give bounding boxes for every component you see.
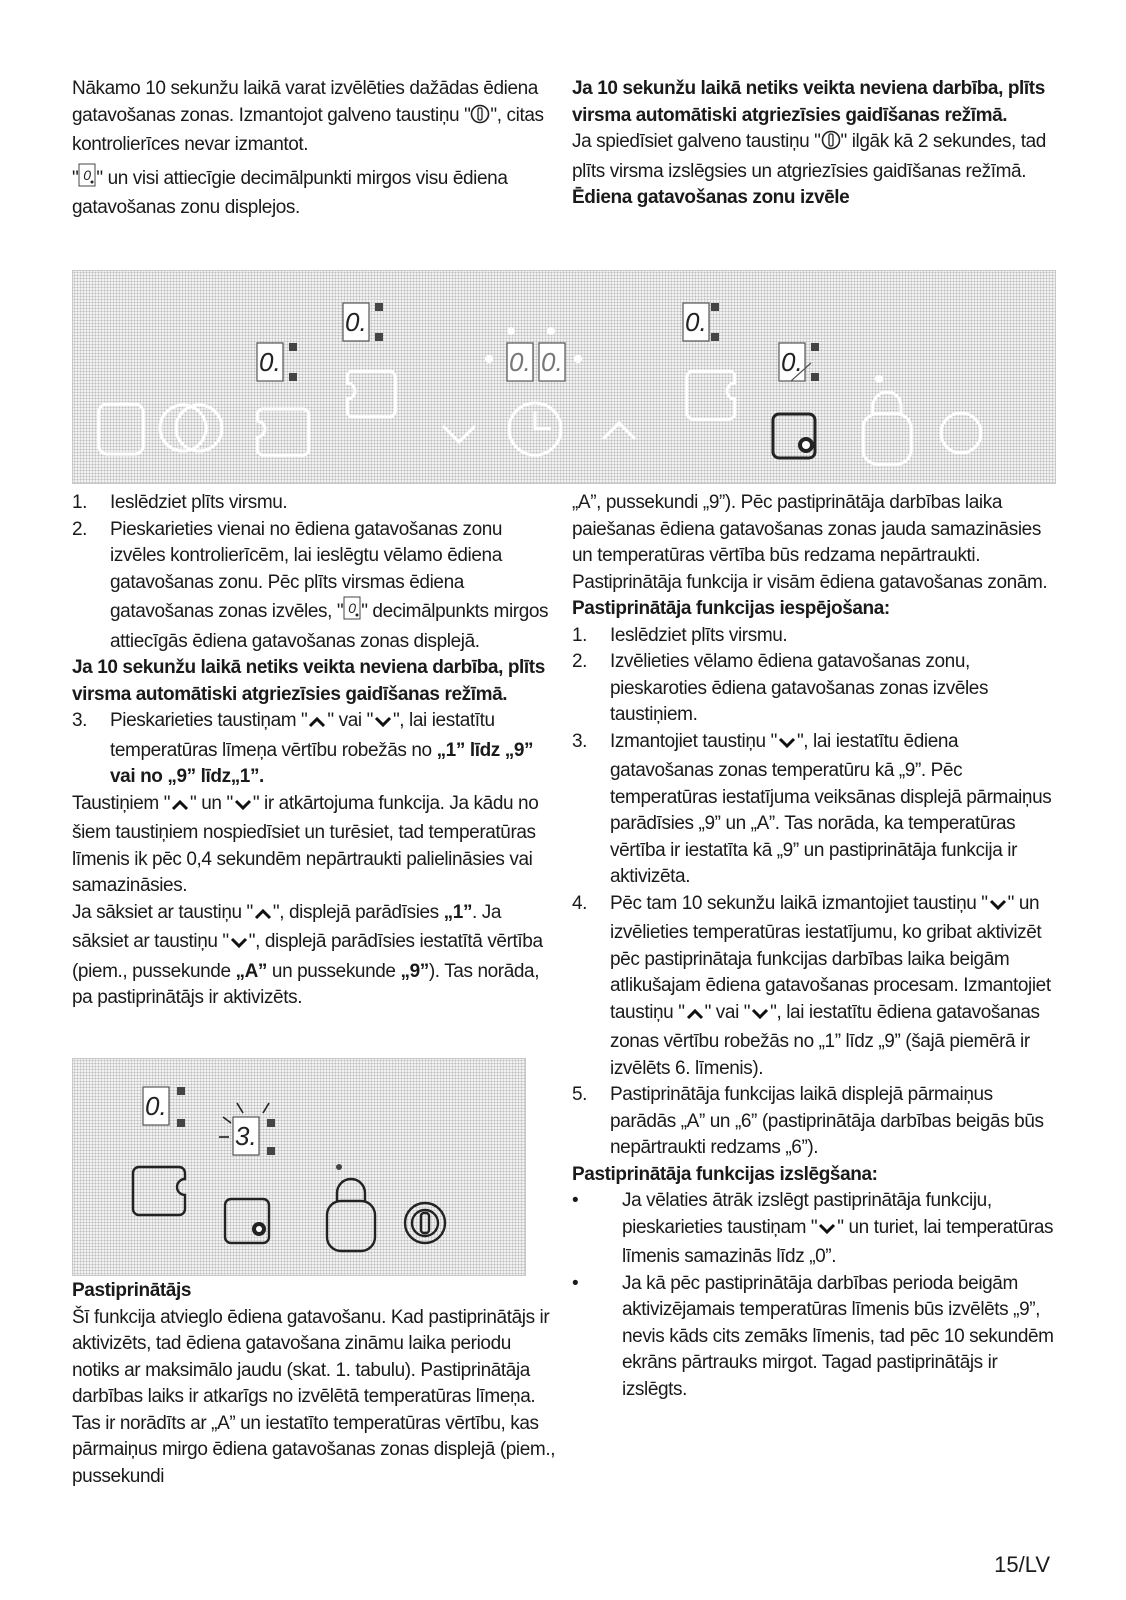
list-item: 4. Pēc tam 10 sekunžu laikā izmantojiet taustiņu " " un izvēlieties temperatūras iestatījumu, ko gribat aktivizēt pēc pastiprinātaja funkcijas darbības laika beigām atlikušajam ēdiena gatavošanas procesam. Izmantojiet taustiņu " " vai " ", lai iestatītu ēdiena gatavošanas zonas vērtību robežās no „1” līdz „9” (šajā piemērā ir izvēlēts 6. līmenis). xyxy=(572,892,1051,1079)
control-panel-figure xyxy=(72,270,1056,484)
left-top-text xyxy=(72,76,552,222)
paragraph: Ja sāksiet ar taustiņu " ", displejā parādīsies „1”. Ja sāksiet ar taustiņu " ", displejā parādīsies iestatītā vērtība (piem., pussekunde „A” un pussekunde „9”). Tas norāda, pa pastiprinātājs ir aktivizēts. xyxy=(72,901,543,1008)
list-item: • Ja kā pēc pastiprinātāja darbības perioda beigām aktivizējamais temperatūras līmenis būs izvēlēts „9”, nevis kāds cits zemāks līmenis, tad pēc 10 sekundēm ekrāns pārtrauks mirgot. Tagad pastiprinātājs ir izslēgts. xyxy=(572,1272,1054,1400)
display-dot-icon xyxy=(78,163,96,196)
chevron-up-icon xyxy=(253,903,273,930)
chevron-down-icon xyxy=(373,711,393,738)
power-icon xyxy=(470,104,490,133)
section-heading: Pastiprinātāja funkcijas izslēgšana: xyxy=(572,1163,878,1185)
chevron-down-icon xyxy=(777,732,797,759)
chevron-up-icon xyxy=(307,711,327,738)
steps-list xyxy=(72,490,558,655)
chevron-down-icon xyxy=(750,1003,770,1030)
chevron-down-icon xyxy=(233,794,253,821)
display-rear-left: 0. xyxy=(259,347,281,377)
paragraph: Taustiņiem " " un " " ir atkārtojuma funkcija. Ja kādu no šiem taustiņiem nospiedīsiet un turēsiet, tad temperatūras līmenis ik pēc 0,4 sekundēm nepārtraukti palielināsies vai samazināsies. xyxy=(72,792,539,896)
paragraph: Ja spiedīsiet galveno taustiņu " " ilgāk kā 2 sekundes, tad plīts virsma izslēgsies un atgriezīsies gaidīšanas režīmā. xyxy=(572,131,1046,182)
page-number: 15/LV xyxy=(994,1552,1050,1577)
paragraph: Nākamo 10 sekunžu laikā varat izvēlēties dažādas ēdiena gatavošanas zonas. Izmantojot galveno taustiņu " ", citas kontrolierīces nevar izmantot. xyxy=(72,78,544,155)
section-heading: Pastiprinātājs xyxy=(72,1280,192,1301)
chevron-up-icon xyxy=(170,794,190,821)
booster-panel-figure xyxy=(72,1058,526,1276)
bullet-list xyxy=(572,1188,1058,1403)
chevron-down-icon xyxy=(817,1218,837,1245)
chevron-up-icon xyxy=(685,1003,705,1030)
svg-text:0: 0 xyxy=(348,600,356,616)
display-front-right: 0. xyxy=(685,307,707,337)
right-top-text xyxy=(572,76,1058,212)
list-item: 1. Ieslēdziet plīts virsmu. xyxy=(72,492,288,513)
warning-text: Ja 10 sekunžu laikā netiks veikta neviena darbība, plīts virsma automātiski atgriezīsies gaidīšanas režīmā. xyxy=(572,78,1045,126)
list-item: 2. Izvēlieties vēlamo ēdiena gatavošanas zonu, pieskaroties ēdiena gatavošanas zonas izvēles taustiņiem. xyxy=(572,651,989,725)
display-dot-icon xyxy=(343,596,361,629)
section-heading: Pastiprinātāja funkcijas iespējošana: xyxy=(572,598,890,619)
zone-select-rear-left xyxy=(99,404,143,454)
display-timer-2: 0. xyxy=(541,347,563,377)
list-item: 3. Pieskarieties taustiņam " " vai " ", lai iestatītu temperatūras līmeņa vērtību robežās no „1” līdz „9” vai no „9” līdz„1”. xyxy=(72,710,534,787)
list-item: 2. Pieskarieties vienai no ēdiena gatavošanas zonu izvēles kontrolierīcēm, lai ieslēgtu vēlamo ēdiena gatavošanas zonu. Pēc plīts virsmas ēdiena gatavošanas zonas izvēles, " 0 " decimālpunkts mirgos attiecīgās ēdiena gatavošanas zonas displejā. xyxy=(72,518,549,652)
list-item: 1. Ieslēdziet plīts virsmu. xyxy=(572,624,788,646)
list-item: 5. Pastiprinātāja funkcijas laikā displejā pārmaiņus parādās „A” un „6” (pastiprinātāja darbības beigās būs nepārtraukti redzams „6”). xyxy=(572,1084,1044,1158)
left-bottom-text xyxy=(72,1278,558,1490)
svg-text:0: 0 xyxy=(83,166,92,183)
list-item: • Ja vēlaties ātrāk izslēgt pastiprinātāja funkciju, pieskarieties taustiņam " " un turiet, lai temperatūras līmenis samazinās līdz „0”. xyxy=(572,1190,1054,1267)
display-zone-2-blinking: 3. xyxy=(235,1121,257,1151)
paragraph: „A”, pussekundi „9”). Pēc pastiprinātāja darbības laika paiešanas ēdiena gatavošanas zonas jauda samazināsies un temperatūras vērtība būs redzama nepārtraukti. xyxy=(572,492,1041,566)
warning-text: Ja 10 sekunžu laikā netiks veikta neviena darbība, plīts virsma automātiski atgriezīsies gaidīšanas režīmā. xyxy=(72,657,545,705)
steps-list xyxy=(572,623,1058,1162)
power-button[interactable] xyxy=(941,413,981,453)
power-icon xyxy=(821,130,841,159)
display-rear-right: 0. xyxy=(781,347,803,377)
section-heading: Ēdiena gatavošanas zonu izvēle xyxy=(572,187,850,208)
paragraph: " 0 " un visi attiecīgie decimālpunkti mirgos visu ēdiena gatavošanas zonu displejos. xyxy=(72,163,552,222)
key-lock-button[interactable] xyxy=(773,414,815,458)
display-timer-1: 0. xyxy=(509,347,531,377)
paragraph: Šī funkcija atvieglo ēdiena gatavošanu. Kad pastiprinātājs ir aktivizēts, tad ēdiena gatavošana zināmu laika periodu notiks ar maksimālo jaudu (skat. 1. tabulu). Pastiprinātāja darbības laiks ir atkarīgs no izvēlētā temperatūras līmeņa. Tas ir norādīts ar „A” un iestatīto temperatūras vērtību, kas pārmaiņus mirgo ēdiena gatavošanas zonas displejā (piem., pussekundi xyxy=(72,1306,556,1487)
right-mid-text xyxy=(572,490,1058,1403)
list-item: 3. Izmantojiet taustiņu " ", lai iestatītu ēdiena gatavošanas zonas temperatūru kā „9”. Pēc temperatūras iestatījuma veiksānas displejā pārmaiņus parādīsies „9” un „A”. Tas norāda, ka temperatūras vērtība ir iestatīta kā „9” un pastiprinātāja funkcija ir aktivizēta. xyxy=(572,730,1052,887)
chevron-down-icon xyxy=(229,932,249,959)
paragraph: Pastiprinātāja funkcija ir visām ēdiena gatavošanas zonām. xyxy=(572,571,1048,593)
display-zone-1: 0. xyxy=(145,1091,167,1121)
chevron-down-icon xyxy=(988,894,1008,921)
display-front-left: 0. xyxy=(345,307,367,337)
left-mid-text xyxy=(72,490,558,1012)
steps-list xyxy=(72,708,558,791)
